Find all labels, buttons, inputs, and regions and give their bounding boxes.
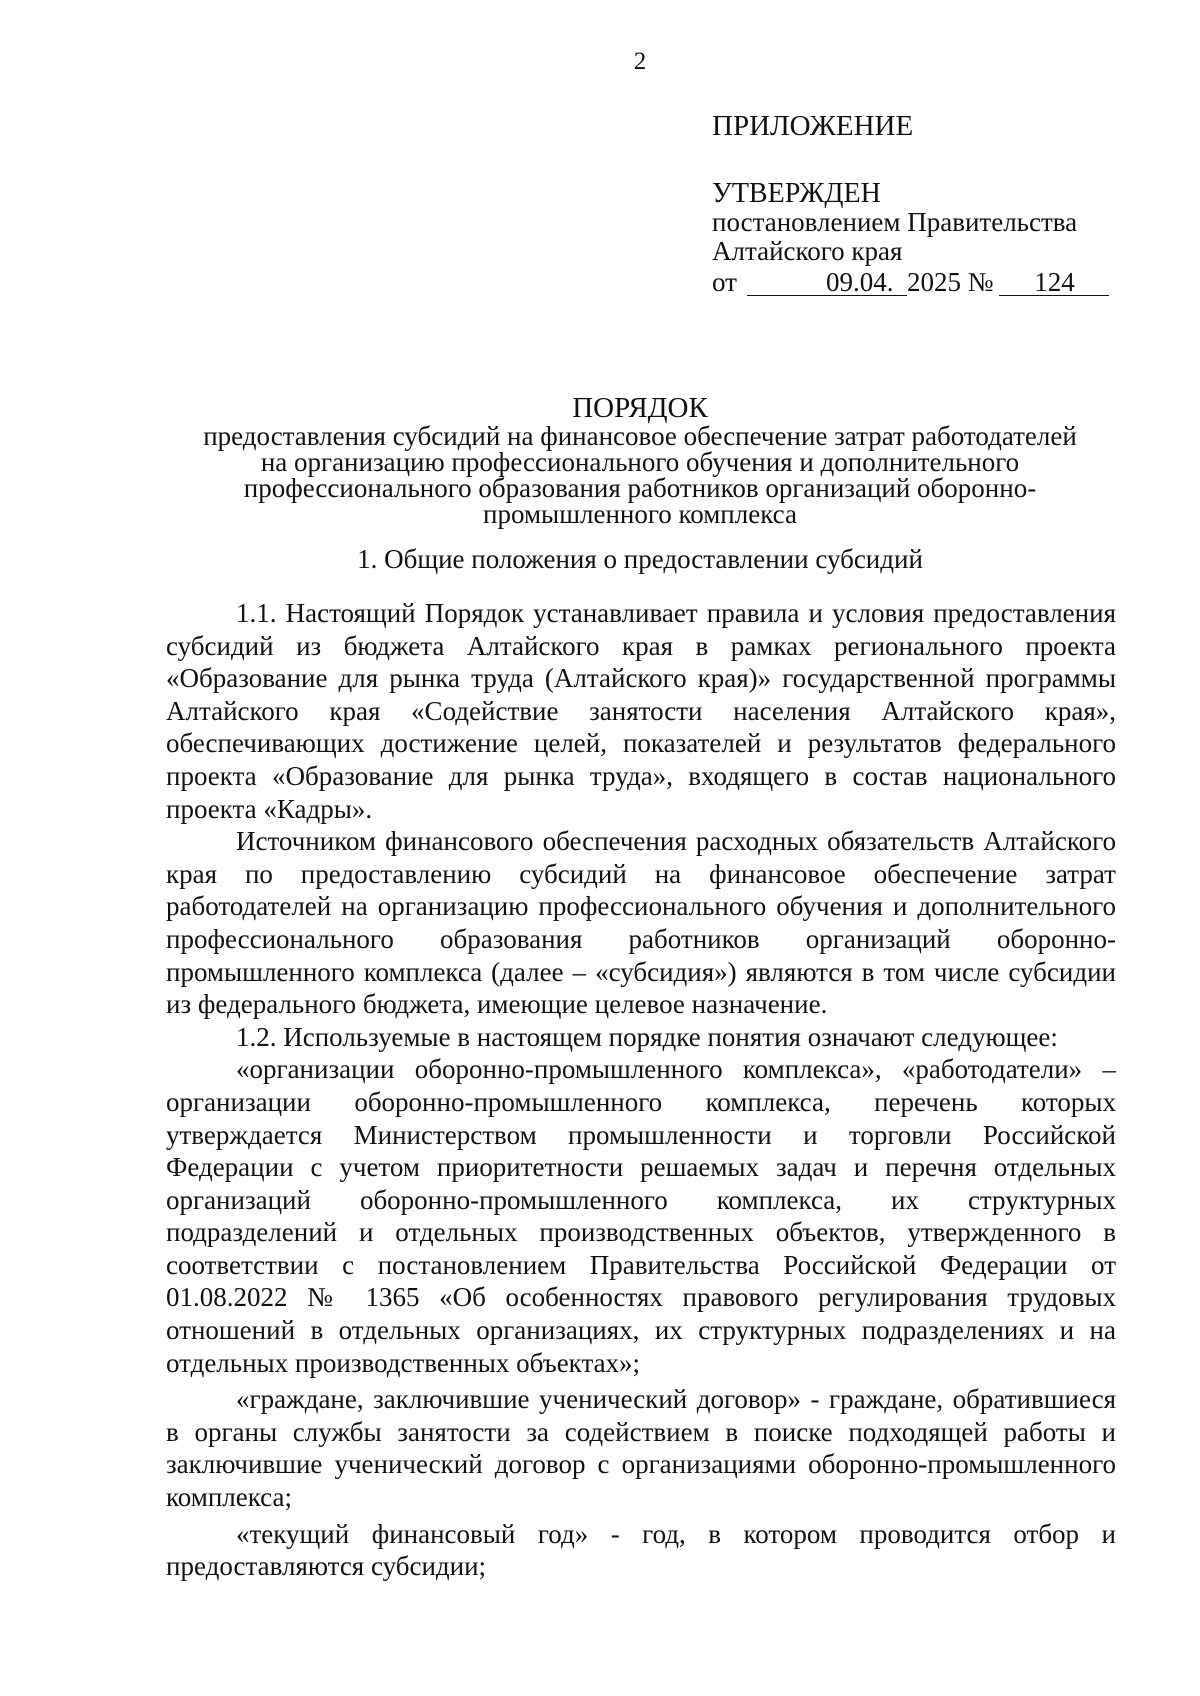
appendix-label: ПРИЛОЖЕНИЕ: [712, 110, 914, 142]
document-title: ПОРЯДОК: [572, 392, 708, 424]
document-body: [166, 597, 1116, 1583]
approval-number: 124: [999, 269, 1109, 296]
from-label: от: [712, 267, 737, 297]
document-subtitle-line-3: профессионального образования работников организаций оборонно-: [243, 473, 1037, 503]
paragraph-1-1: 1.1. Настоящий Порядок устанавливает правила и условия предоставления субсидий из бюджета Алтайского края в рамках регионального проекта «Образование для рынка труда (Алтайского края)» государственной программы Алтайского края «Содействие занятости населения Алтайского края», обеспечивающих достижение целей, показателей и результатов федерального проекта «Образование для рынка труда», входящего в состав национального проекта «Кадры».: [166, 598, 1116, 824]
approved-by-line: постановлением Правительства: [712, 207, 1078, 237]
approval-stamp-block: [712, 112, 1132, 297]
paragraph-1-2: 1.2. Используемые в настоящем порядке понятия означают следующее:: [236, 1021, 1058, 1052]
page-number: 2: [633, 48, 647, 75]
section-heading: 1. Общие положения о предоставлении субсидий: [357, 544, 923, 574]
approval-date: [747, 269, 907, 296]
approved-label: УТВЕРЖДЕН: [712, 178, 881, 209]
document-subtitle-line-1: предоставления субсидий на финансовое обеспечение затрат работодателей: [203, 421, 1077, 451]
paragraph-definition-organizations: «организации оборонно-промышленного комплекса», «работодатели» – организации оборонно-промышленного комплекса, перечень которых утверждается Министерством промышленности и торговли Российской Федерации с учетом приоритетности решаемых задач и перечня отдельных организаций оборонно-промышленного комплекса, их структурных подразделений и отдельных производственных объектов, утвержденного в соответствии с постановлением Правительства Российской Федерации от 01.08.2022 № 1365 «Об особенностях правового регулирования трудовых отношений в отдельных организациях, их структурных подразделениях и на отдельных производственных объектах»;: [166, 1054, 1116, 1378]
document-subtitle-line-2: на организацию профессионального обучения и дополнительного: [260, 447, 1020, 477]
document-subtitle-line-4: промышленного комплекса: [483, 499, 797, 529]
approval-date-line: [712, 268, 1132, 297]
approval-year-no: 2025 №: [906, 267, 994, 297]
document-title-block: [160, 393, 1120, 527]
paragraph-definition-citizens: «граждане, заключившие ученический договор» - граждане, обратившиеся в органы службы занятости за содействием в поиске подходящей работы и заключившие ученический договор с организациями оборонно-промышленного комплекса;: [166, 1384, 1116, 1513]
paragraph-definition-financial-year: «текущий финансовый год» - год, в котором проводится отбор и предоставляются субсидии;: [166, 1518, 1116, 1582]
approved-by-region: Алтайского края: [712, 236, 903, 266]
paragraph-funding-source: Источником финансового обеспечения расходных обязательств Алтайского края по предоставлению субсидий на финансовое обеспечение затрат работодателей на организацию профессионального обучения и дополнительного профессионального образования работников организаций оборонно-промышленного комплекса (далее – «субсидия») являются в том числе субсидии из федерального бюджета, имеющие целевое назначение.: [166, 826, 1116, 1020]
approval-date-value: 09.04.: [825, 267, 894, 297]
